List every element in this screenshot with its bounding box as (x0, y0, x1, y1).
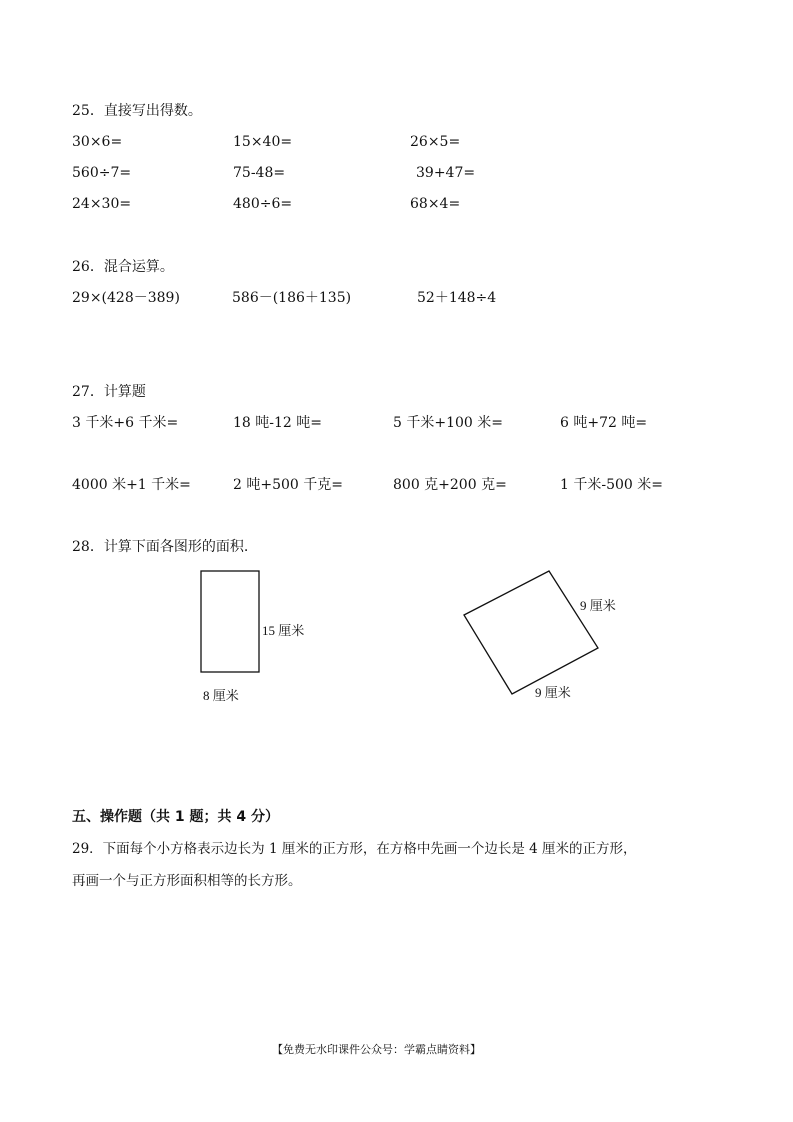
q27-r1c3: 5 千米+100 米= (393, 415, 503, 431)
section5-heading: 五、操作题（共 1 题；共 4 分） (72, 809, 279, 825)
q25-r3c2: 480÷6= (233, 196, 293, 212)
q27-r1c4: 6 吨+72 吨= (560, 415, 648, 431)
rect-height-label: 15 厘米 (262, 623, 305, 638)
q25-r2c2: 75-48= (233, 165, 286, 181)
q25-r3c3: 68×4= (410, 196, 461, 212)
q26-item-3: 52＋148÷4 (417, 290, 497, 306)
q27-r1c2: 18 吨-12 吨= (233, 415, 322, 431)
square-side-label-right: 9 厘米 (580, 598, 616, 613)
q27-r2c1: 4000 米+1 千米= (72, 477, 191, 493)
q26-item-1: 29×(428－389) (72, 290, 180, 306)
q27-r2c4: 1 千米-500 米= (560, 477, 663, 493)
q25-r2c3: 39+47= (416, 165, 476, 181)
rectangle-shape (201, 571, 259, 672)
q27-r2c2: 2 吨+500 千克= (233, 477, 343, 493)
rect-width-label: 8 厘米 (203, 688, 239, 703)
q25-r1c2: 15×40= (233, 134, 293, 150)
q25-title: 25．直接写出得数。 (72, 103, 202, 119)
q29-text-line1: 29．下面每个小方格表示边长为 1 厘米的正方形，在方格中先画一个边长是 4 厘米的正方形， (72, 841, 637, 857)
q27-r2c3: 800 克+200 克= (393, 477, 507, 493)
q27-r1c1: 3 千米+6 千米= (72, 415, 179, 431)
q29-text-line2: 再画一个与正方形面积相等的长方形。 (72, 873, 302, 889)
q27-title: 27．计算题 (72, 384, 146, 400)
square-side-label-bottom: 9 厘米 (535, 685, 571, 700)
q26-title: 26．混合运算。 (72, 259, 174, 275)
q25-r1c1: 30×6= (72, 134, 123, 150)
q25-r2c1: 560÷7= (72, 165, 132, 181)
square-shape (464, 571, 598, 694)
footer-note: 【免费无水印课件公众号：学霸点睛资料】 (272, 1043, 481, 1056)
q25-r1c3: 26×5= (410, 134, 461, 150)
q28-title: 28．计算下面各图形的面积. (72, 539, 249, 555)
q26-item-2: 586－(186＋135) (232, 290, 352, 306)
q25-r3c1: 24×30= (72, 196, 132, 212)
